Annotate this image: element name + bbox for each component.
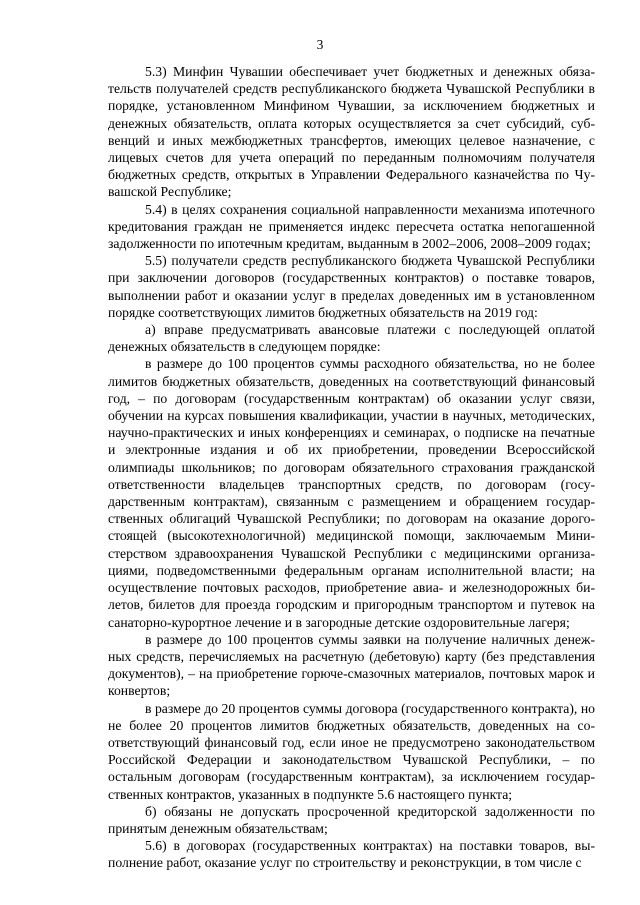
- paragraph-5-3: 5.3) Минфин Чувашии обеспечивает учет бюджетных и денежных обязательств получателей средств республиканского бюджета Чувашской Республики в порядке, установленном Минфином Чувашии, за исключением бюджетных и денежных обязательств, оплата которых осуществляется за счет субсидий, субвенций и иных межбюджетных трансфертов, имеющих целевое назначение, с лицевых счетов для учета операций по переданным полномочиям получателя бюджетных средств, открытых в Управлении Федерального казначейства по Чувашской Республике;: [108, 64, 595, 200]
- paragraph-advance-100-cash: в размере до 100 процентов суммы заявки на получение наличных денежных средств, перечисляемых на расчетную (дебетовую) карту (без представления документов), – на приобретение горюче-смазочных материалов, почтовых марок и конвертов;: [108, 631, 595, 699]
- paragraph-5-5-a: а) вправе предусматривать авансовые платежи с последующей оплатой денежных обязательств в следующем порядке:: [108, 322, 595, 355]
- paragraph-advance-100-contracts: в размере до 100 процентов суммы расходного обязательства, но не более лимитов бюджетных обязательств, доведенных на соответствующий финансовый год, – по договорам (государственным контрактам) об оказании услуг связи, обучении на курсах повышения квалификации, участии в научных, методических, научно-практических и иных конференциях и семинарах, о подписке на печатные и электронные издания и об их приобретении, проведении Всероссийской олимпиады школьников; по договорам обязательного страхования гражданской ответственности владельцев транспортных средств, по договорам (государственным контрактам), связанным с размещением и обращением государственных облигаций Чувашской Республики; по договорам на оказание дорогостоящей (высокотехнологичной) медицинской помощи, заключаемым Министерством здравоохранения Чувашской Республики с медицинскими организациями, подведомственными федеральным органам исполнительной власти; на осуществление почтовых расходов, приобретение авиа- и железнодорожных билетов, билетов для проезда городским и пригородным транспортом и путевок на санаторно-курортное лечение и в загородные детские оздоровительные лагеря;: [108, 356, 595, 630]
- paragraph-5-5-b: б) обязаны не допускать просроченной кредиторской задолженности по принятым денежным обязательствам;: [108, 803, 595, 836]
- page-number: 3: [316, 37, 324, 52]
- paragraph-5-6: 5.6) в договорах (государственных контрактах) на поставки товаров, выполнение работ, оказание услуг по строительству и реконструкции, в том числе с: [108, 838, 595, 871]
- paragraph-advance-20: в размере до 20 процентов суммы договора (государственного контракта), но не более 20 процентов лимитов бюджетных обязательств, доведенных на соответствующий финансовый год, если иное не предусмотрено законодательством Российской Федерации и законодательством Чувашской Республики, – по остальным договорам (государственным контрактам), за исключением государственных контрактов, указанных в подпункте 5.6 настоящего пункта;: [108, 700, 595, 802]
- document-body: [108, 63, 595, 872]
- paragraph-5-4: 5.4) в целях сохранения социальной направленности механизма ипотечного кредитования граждан не применяется индекс пересчета остатка непогашенной задолженности по ипотечным кредитам, выданным в 2002–2006, 2008–2009 годах;: [108, 201, 595, 252]
- paragraph-5-5: 5.5) получатели средств республиканского бюджета Чувашской Республики при заключении договоров (государственных контрактов) о поставке товаров, выполнении работ и оказании услуг в пределах доведенных им в установленном порядке соответствующих лимитов бюджетных обязательств на 2019 год:: [108, 253, 595, 320]
